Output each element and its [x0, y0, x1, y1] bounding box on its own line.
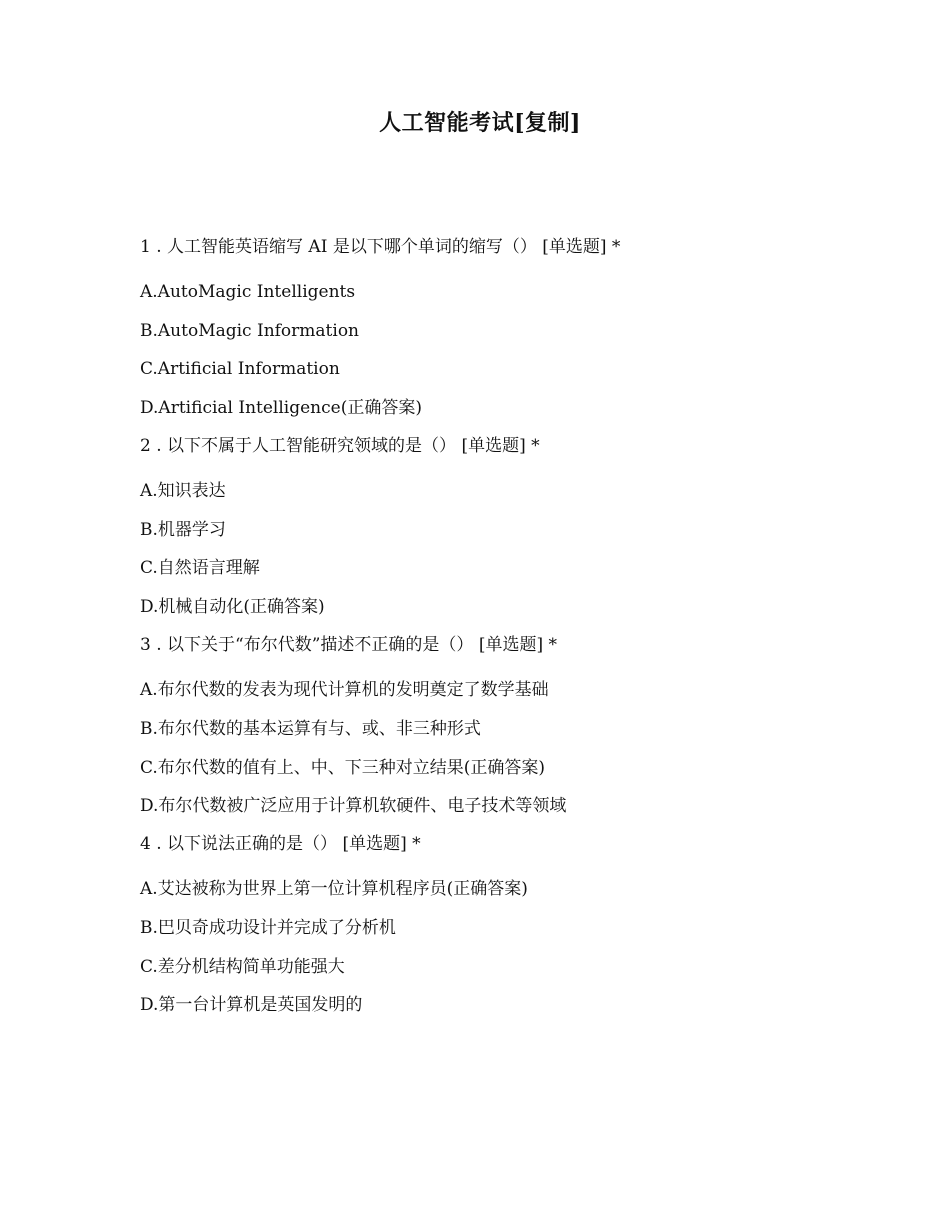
option-c: C.布尔代数的值有上、中、下三种对立结果(正确答案) — [140, 757, 546, 778]
required-marker: * — [548, 635, 557, 656]
question-type-label: [单选题] — [542, 237, 607, 257]
option-d: D.机械自动化(正确答案) — [140, 597, 325, 618]
option-c: C.自然语言理解 — [140, 558, 260, 579]
question-text: 以下不属于人工智能研究领域的是（） — [167, 436, 457, 457]
question-number: 1 . — [140, 237, 162, 257]
question-stem — [140, 235, 900, 259]
option-a: A.布尔代数的发表为现代计算机的发明奠定了数学基础 — [140, 680, 549, 701]
page-title: 人工智能考试[复制] — [379, 110, 581, 136]
question-2 — [140, 434, 900, 619]
option-b: B.巴贝奇成功设计并完成了分析机 — [140, 917, 396, 938]
option-a: A.知识表达 — [140, 481, 226, 502]
question-text: 以下说法正确的是（） — [167, 834, 338, 855]
question-stem — [140, 434, 900, 458]
option-b: B.机器学习 — [140, 519, 226, 540]
option-a: A.AutoMagic Intelligents — [140, 282, 356, 302]
option-d: D.第一台计算机是英国发明的 — [140, 995, 363, 1016]
option-d: D.布尔代数被广泛应用于计算机软硬件、电子技术等领域 — [140, 796, 567, 817]
option-c: C.差分机结构简单功能强大 — [140, 956, 345, 977]
question-type-label: [单选题] — [478, 635, 544, 656]
question-number: 3 . — [140, 635, 162, 656]
question-type-label: [单选题] — [461, 436, 526, 457]
question-stem — [140, 633, 900, 657]
question-text: 以下关于“布尔代数”描述不正确的是（） — [167, 635, 474, 656]
option-d: D.Artificial Intelligence(正确答案) — [140, 398, 422, 419]
required-marker: * — [531, 436, 540, 457]
required-marker: * — [611, 237, 621, 257]
question-stem — [140, 832, 900, 856]
question-text: 人工智能英语缩写 AI 是以下哪个单词的缩写（） — [167, 237, 537, 257]
option-c: C.Artificial Information — [140, 359, 340, 380]
question-3 — [140, 633, 900, 818]
question-number: 4 . — [140, 834, 162, 855]
question-type-label: [单选题] — [342, 834, 407, 855]
question-4 — [140, 832, 900, 1017]
question-number: 2 . — [140, 436, 162, 457]
question-list — [140, 235, 900, 1031]
option-a: A.艾达被称为世界上第一位计算机程序员(正确答案) — [140, 879, 528, 900]
option-b: B.布尔代数的基本运算有与、或、非三种形式 — [140, 718, 481, 739]
option-b: B.AutoMagic Information — [140, 320, 359, 341]
question-1 — [140, 235, 900, 420]
required-marker: * — [412, 834, 421, 855]
